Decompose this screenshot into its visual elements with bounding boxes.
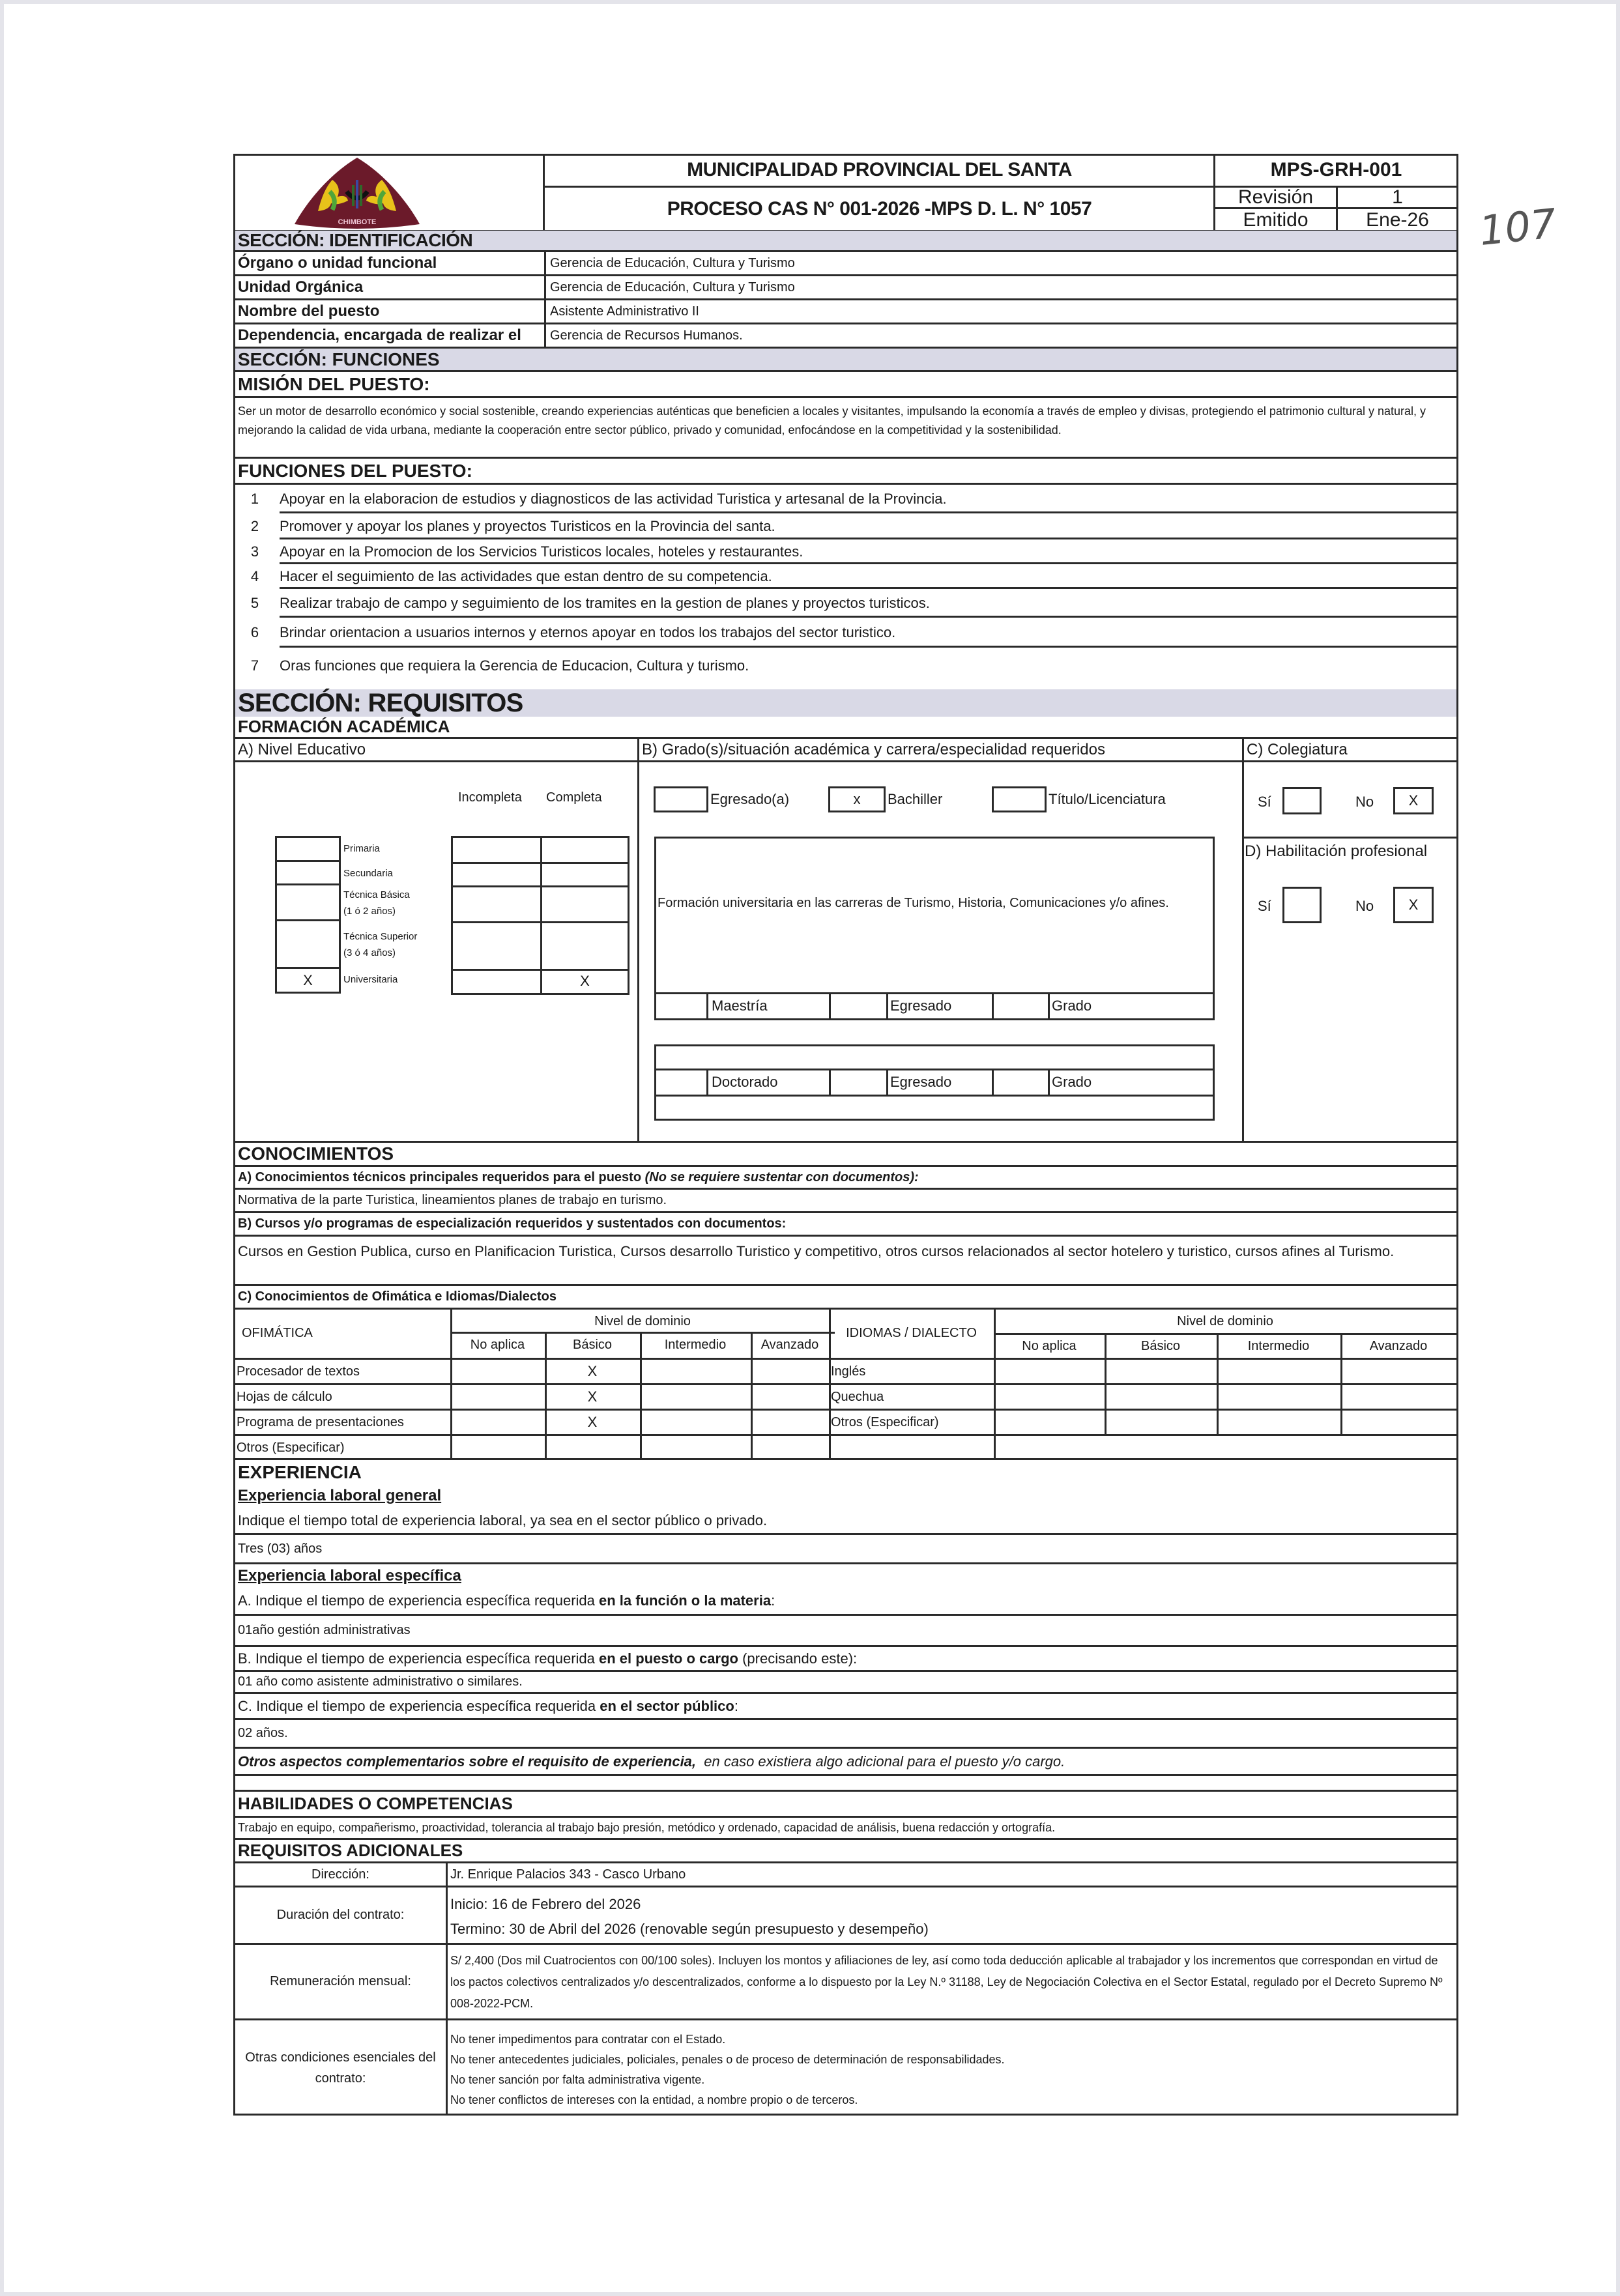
ofimatica-mark[interactable]: X [587, 1414, 598, 1430]
id-value-organo: Gerencia de Educación, Cultura y Turismo [544, 252, 1456, 276]
nivel-mark-tecnica-superior[interactable] [275, 921, 341, 969]
nivel-mark-secundaria[interactable] [275, 862, 341, 885]
funciones-title: FUNCIONES DEL PUESTO: [235, 459, 1456, 485]
experiencia-general-title: Experiencia laboral general [238, 1487, 442, 1504]
org-name: MUNICIPALIDAD PROVINCIAL DEL SANTA [543, 154, 1214, 188]
experiencia-a-question [235, 1588, 1456, 1616]
condicion-item: No tener antecedentes judiciales, policiales, penales o de proceso de determinación de responsabilidades. [450, 2053, 1005, 2066]
colegiatura-si-checkbox[interactable] [1282, 787, 1322, 814]
funcion-text: Realizar trabajo de campo y seguimiento de los tramites en la gestion de planes y proyectos turisticos. [280, 595, 930, 611]
habilitacion-title: D) Habilitación profesional [1245, 842, 1428, 860]
funcion-item [235, 485, 1456, 513]
doc-code: MPS-GRH-001 [1213, 154, 1457, 188]
funcion-num: 3 [250, 543, 259, 560]
ofimatica-mark[interactable]: X [587, 1363, 598, 1379]
nivel-educativo-title: A) Nivel Educativo [235, 739, 637, 762]
issued-label: Emitido [1213, 209, 1336, 231]
duracion-inicio: Inicio: 16 de Febrero del 2026 [450, 1896, 641, 1912]
direccion-value: Jr. Enrique Palacios 343 - Casco Urbano [448, 1863, 1456, 1887]
section-funciones: SECCIÓN: FUNCIONES [235, 349, 1456, 372]
funcion-item [235, 564, 1456, 589]
funcion-text: Oras funciones que requiera la Gerencia de Educacion, Cultura y turismo. [280, 657, 749, 674]
colegiatura-no-label: No [1355, 794, 1374, 810]
duracion-value [448, 1887, 1456, 1945]
id-label-unidad: Unidad Orgánica [235, 276, 544, 300]
carrera-text: Formación universitaria en las carreras de Turismo, Historia, Comunicaciones y/o afines. [658, 896, 1169, 910]
grado-title: B) Grado(s)/situación académica y carrera/especialidad requeridos [637, 739, 1242, 762]
question-suffix: (precisando este): [738, 1650, 858, 1667]
grado-label-titulo: Título/Licenciatura [1049, 791, 1166, 807]
formacion-title: FORMACIÓN ACADÉMICA [235, 717, 1456, 739]
col-completa: Completa [546, 790, 602, 805]
funcion-num: 4 [250, 568, 259, 584]
condicion-item: No tener impedimentos para contratar con el Estado. [450, 2033, 726, 2046]
habilidades-text: Trabajo en equipo, compañerismo, proactividad, tolerancia al trabajo bajo presión, metódico y ordenado, capacidad de análisis, buena redacción y ortografía. [235, 1818, 1456, 1840]
colegiatura-si-label: Sí [1258, 794, 1271, 810]
ofimatica-row-label: Programa de presentaciones [237, 1414, 404, 1429]
question-suffix: : [734, 1697, 738, 1714]
nivel-mark-column [275, 836, 341, 995]
conocimientos-b-title: B) Cursos y/o programas de especialización requeridos y sustentados con documentos: [235, 1213, 1456, 1237]
funcion-text: Hacer el seguimiento de las actividades que estan dentro de su competencia. [280, 568, 772, 584]
maestria-egresado-label: Egresado [890, 997, 952, 1014]
ofimatica-nivel-header: Nivel de dominio [594, 1313, 691, 1328]
id-value-dependencia: Gerencia de Recursos Humanos. [544, 324, 1456, 349]
ofimatica-row-label: Hojas de cálculo [237, 1389, 332, 1404]
ofimatica-level-intermedio: Intermedio [664, 1338, 727, 1352]
direccion-label: Dirección: [235, 1863, 446, 1887]
idiomas-header: IDIOMAS / DIALECTO [846, 1326, 977, 1340]
issued-value: Ene-26 [1336, 209, 1457, 231]
otras-condiciones-label: Otras condiciones esenciales del contrato: [245, 2050, 436, 2086]
ofimatica-header: OFIMÁTICA [242, 1326, 313, 1340]
colegiatura-title: C) Colegiatura [1242, 739, 1456, 762]
experiencia-b-value: 01 año como asistente administrativo o similares. [235, 1672, 1456, 1694]
otros-text: en caso existiera algo adicional para el puesto y/o cargo. [696, 1753, 1065, 1770]
funcion-text: Apoyar en la elaboracion de estudios y diagnosticos de las actividad Turistica y artesanal de la Provincia. [280, 491, 947, 507]
grado-label-bachiller: Bachiller [888, 791, 943, 807]
doctorado-grado-label: Grado [1052, 1074, 1092, 1090]
doctorado-row [654, 1069, 1215, 1097]
id-label-puesto: Nombre del puesto [235, 300, 544, 324]
idiomas-row-label: Quechua [831, 1389, 884, 1404]
revision-label: Revisión [1213, 188, 1336, 209]
question-emphasis: en el sector público [600, 1697, 734, 1714]
question-emphasis: en la función o la materia [599, 1592, 772, 1609]
process-title: PROCESO CAS N° 001-2026 -MPS D. L. N° 1057 [543, 188, 1214, 231]
section-requisitos: SECCIÓN: REQUISITOS [235, 689, 1456, 717]
habilidades-title: HABILIDADES O COMPETENCIAS [235, 1792, 1456, 1818]
nivel-label-line: Técnica Superior [343, 931, 418, 942]
svg-text:CHIMBOTE: CHIMBOTE [338, 218, 377, 226]
experiencia-c-question [235, 1694, 1456, 1720]
nivel-completion-grid [451, 836, 629, 995]
ofimatica-row-label: Procesador de textos [237, 1364, 360, 1379]
nivel-mark-tecnica-basica[interactable] [275, 885, 341, 921]
divider [1242, 762, 1244, 1141]
col-incompleta: Incompleta [458, 790, 522, 805]
funcion-item [235, 539, 1456, 564]
funcion-num: 5 [250, 595, 259, 611]
experiencia-otros-row [235, 1749, 1456, 1776]
universitaria-completa-cell[interactable]: X [580, 973, 590, 989]
grado-checkbox-titulo[interactable] [992, 786, 1047, 812]
experiencia-b-question [235, 1647, 1456, 1672]
colegiatura-no-checkbox[interactable]: X [1393, 787, 1434, 814]
nivel-mark-universitaria[interactable]: X [275, 969, 341, 994]
remuneracion-label: Remuneración mensual: [235, 1945, 446, 2020]
nivel-mark-primaria[interactable] [275, 836, 341, 862]
grado-checkbox-egresado[interactable] [654, 786, 708, 812]
nivel-label-universitaria: Universitaria [343, 974, 398, 985]
experiencia-general-value: Tres (03) años [235, 1535, 1456, 1564]
remuneracion-value: S/ 2,400 (Dos mil Cuatrocientos con 00/100 soles). Incluyen los montos y afiliaciones de ley, así como toda deducción aplicable al trabajador y los incrementos que correspondan en virtud de los pactos colectivos centralizados y/o descentralizados, conforme a lo dispuesto por la Ley N.º 31188, Ley de Negociación Colectiva en el Sector Estatal, regulado por el Decreto Supremo Nº 008-2022-PCM. [448, 1945, 1456, 2020]
funcion-item [235, 648, 1456, 684]
idiomas-row-label: Inglés [831, 1364, 866, 1379]
mision-text: Ser un motor de desarrollo económico y social sostenible, creando experiencias auténticas que beneficien a locales y visitantes, impulsando la economía a través de empleo y divisas, protegiendo el patrimonio cultural y natural, y mejorando la calidad de vida urbana, mediante la cooperación entre sector público, privado y comunidad, enfocándose en la competitividad y la sostenibilidad. [235, 398, 1456, 459]
id-label-dependencia: Dependencia, encargada de realizar el [235, 324, 544, 349]
habilitacion-si-checkbox[interactable] [1282, 887, 1322, 923]
funcion-text: Apoyar en la Promocion de los Servicios Turisticos locales, hoteles y restaurantes. [280, 543, 803, 560]
conocimientos-c-title: C) Conocimientos de Ofimática e Idiomas/Dialectos [235, 1286, 1456, 1310]
funcion-num: 1 [250, 491, 259, 507]
logo [292, 154, 422, 231]
funcion-text: Brindar orientacion a usuarios internos y eternos apoyar en todos los trabajos del sector turistico. [280, 624, 896, 640]
duracion-label: Duración del contrato: [235, 1887, 446, 1945]
habilitacion-no-checkbox[interactable]: X [1393, 887, 1434, 923]
nivel-label-primaria: Primaria [343, 843, 380, 854]
ofimatica-row-label: Otros (Especificar) [237, 1440, 345, 1455]
funcion-num: 6 [250, 624, 259, 640]
experiencia-c-value: 02 años. [235, 1720, 1456, 1749]
funcion-item [235, 513, 1456, 539]
id-label-organo: Órgano o unidad funcional [235, 252, 544, 276]
ofimatica-level-no-aplica: No aplica [470, 1338, 525, 1352]
funcion-text: Promover y apoyar los planes y proyectos Turisticos en la Provincia del santa. [280, 518, 775, 534]
condicion-item: No tener conflictos de intereses con la entidad, a nombre propio o de terceros. [450, 2093, 858, 2106]
question-text: A. Indique el tiempo de experiencia específica requerida [238, 1592, 600, 1609]
grado-checkbox-bachiller[interactable]: x [828, 786, 886, 812]
experiencia-title: EXPERIENCIA [235, 1458, 1456, 1484]
divider [1242, 837, 1456, 839]
idiomas-level-intermedio: Intermedio [1247, 1339, 1310, 1353]
maestria-row [654, 992, 1215, 1020]
question-emphasis: en el puesto o cargo [599, 1650, 738, 1667]
mision-title: MISIÓN DEL PUESTO: [235, 372, 1456, 398]
funcion-item [235, 589, 1456, 618]
grado-label-egresado: Egresado(a) [710, 791, 790, 807]
doctorado-label: Doctorado [712, 1074, 778, 1090]
section-identificacion: SECCIÓN: IDENTIFICACIÓN [235, 231, 1456, 252]
nivel-label-line: (3 ó 4 años) [343, 947, 396, 958]
adicionales-title: REQUISITOS ADICIONALES [235, 1840, 1456, 1863]
idiomas-level-basico: Básico [1140, 1339, 1181, 1353]
funcion-num: 7 [250, 657, 259, 674]
nivel-label-tecnica-superior [343, 928, 417, 961]
municipal-shield-icon [292, 154, 422, 231]
handwritten-page-number: 107 [1477, 199, 1559, 255]
conocimientos-a-title: A) Conocimientos técnicos principales requeridos para el puesto [238, 1170, 642, 1184]
idiomas-nivel-header: Nivel de dominio [1177, 1313, 1273, 1328]
conocimientos-a-row [235, 1167, 1456, 1190]
conocimientos-title: CONOCIMIENTOS [235, 1141, 1456, 1167]
conocimientos-b-text: Cursos en Gestion Publica, curso en Planificacion Turistica, Cursos desarrollo Turistico y competitivo, otros cursos relacionados al sector hotelero y turistico, cursos afines al Turismo. [235, 1237, 1456, 1286]
habilitacion-no-label: No [1355, 898, 1374, 914]
nivel-label-tecnica-basica [343, 887, 410, 919]
funcion-item [235, 618, 1456, 648]
ofimatica-idiomas-table [235, 1310, 1456, 1459]
idiomas-level-avanzado: Avanzado [1369, 1339, 1428, 1353]
funcion-num: 2 [250, 518, 259, 534]
nivel-label-line: Técnica Básica [343, 889, 410, 900]
question-text: C. Indique el tiempo de experiencia específica requerida [238, 1697, 600, 1714]
id-value-puesto: Asistente Administrativo II [544, 300, 1456, 324]
otros-emphasis: Otros aspectos complementarios sobre el requisito de experiencia, [238, 1753, 697, 1770]
idiomas-level-no-aplica: No aplica [1022, 1339, 1077, 1353]
question-suffix: : [771, 1592, 775, 1609]
otras-condiciones-list [448, 2020, 1456, 2115]
ofimatica-level-basico: Básico [572, 1338, 613, 1352]
conocimientos-a-text: Normativa de la parte Turistica, lineamientos planes de trabajo en turismo. [235, 1190, 1456, 1213]
question-text: B. Indique el tiempo de experiencia específica requerida [238, 1650, 600, 1667]
divider [637, 762, 639, 1141]
doctorado-egresado-label: Egresado [890, 1074, 952, 1090]
duracion-termino: Termino: 30 de Abril del 2026 (renovable según presupuesto y desempeño) [450, 1921, 929, 1937]
revision-value: 1 [1336, 188, 1457, 209]
experiencia-a-value: 01año gestión administrativas [235, 1616, 1456, 1647]
habilitacion-si-label: Sí [1258, 898, 1271, 914]
idiomas-row-label: Otros (Especificar) [831, 1414, 939, 1429]
nivel-label-line: (1 ó 2 años) [343, 906, 396, 917]
ofimatica-mark[interactable]: X [587, 1388, 598, 1405]
funciones-list [235, 485, 1456, 688]
id-value-unidad: Gerencia de Educación, Cultura y Turismo [544, 276, 1456, 300]
maestria-label: Maestría [712, 997, 768, 1014]
maestria-grado-label: Grado [1052, 997, 1092, 1014]
experiencia-otros-value [235, 1776, 1456, 1792]
condicion-item: No tener sanción por falta administrativa vigente. [450, 2073, 705, 2086]
nivel-label-secundaria: Secundaria [343, 868, 393, 879]
experiencia-especifica-title: Experiencia laboral específica [238, 1567, 461, 1585]
conocimientos-a-note: (No se requiere sustentar con documentos): [644, 1170, 919, 1184]
experiencia-general-question: Indique el tiempo total de experiencia laboral, ya sea en el sector público o privado. [235, 1508, 1456, 1535]
universitaria-incompleta-cell[interactable] [451, 969, 540, 994]
ofimatica-level-avanzado: Avanzado [760, 1338, 819, 1352]
